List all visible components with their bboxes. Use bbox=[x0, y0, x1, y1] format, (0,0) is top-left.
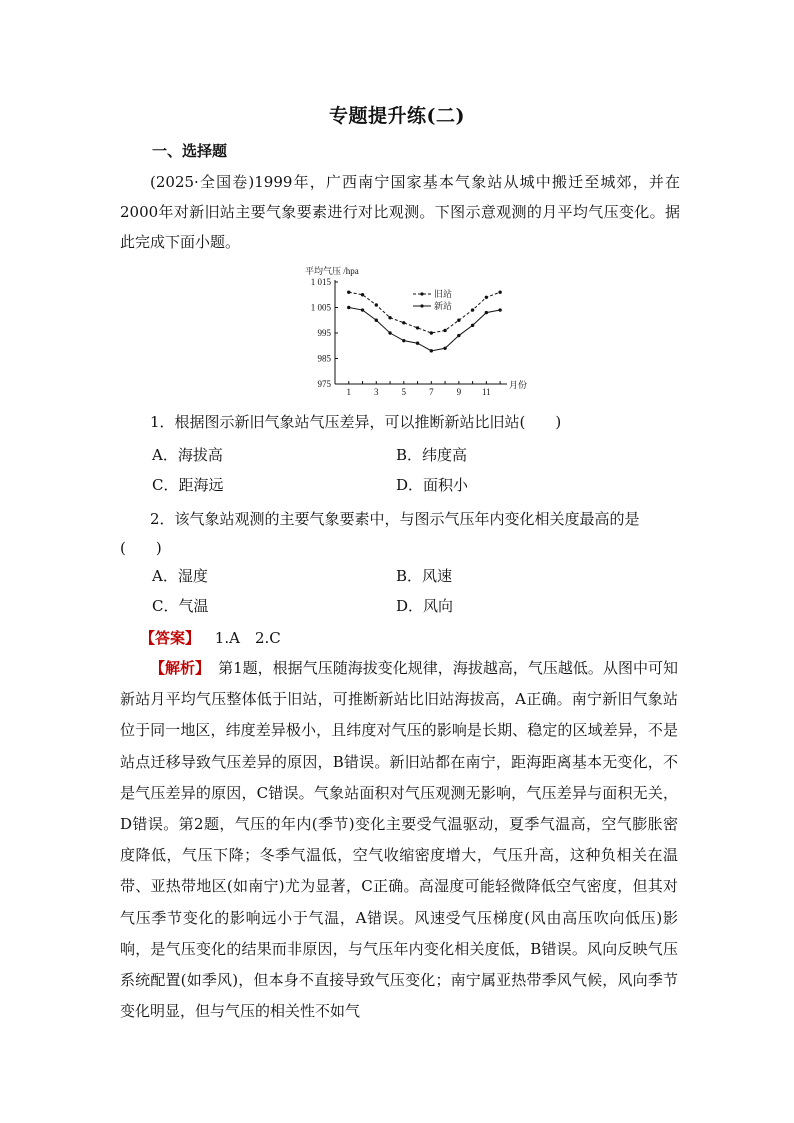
data-point-new-station bbox=[443, 347, 446, 350]
question-1-stem: 1．根据图示新旧气象站气压差异，可以推断新站比旧站( ) bbox=[150, 413, 562, 431]
y-ticks bbox=[311, 277, 338, 389]
y-tick-label: 1 015 bbox=[310, 277, 331, 287]
data-point-new-station bbox=[485, 311, 488, 314]
legend bbox=[413, 288, 452, 311]
data-point-new-station bbox=[361, 308, 364, 311]
data-point-new-station bbox=[416, 342, 419, 345]
legend-new-marker bbox=[420, 304, 423, 307]
data-point-old-station bbox=[430, 331, 433, 334]
data-point-new-station bbox=[388, 331, 391, 334]
q1-option-c: C．距海远 bbox=[152, 476, 224, 494]
data-point-old-station bbox=[347, 291, 350, 294]
data-point-new-station bbox=[471, 324, 474, 327]
chart-xlabel: 月份 bbox=[509, 380, 528, 390]
x-tick-label: 11 bbox=[482, 387, 491, 397]
y-tick-label: 985 bbox=[317, 353, 331, 364]
data-point-old-station bbox=[457, 319, 460, 322]
data-point-old-station bbox=[498, 291, 501, 294]
y-tick-label: 995 bbox=[317, 328, 331, 338]
legend-new-label: 新站 bbox=[434, 301, 453, 311]
answer-label: 【答案】 bbox=[140, 629, 201, 647]
analysis-paragraph bbox=[120, 653, 678, 1027]
data-point-new-station bbox=[457, 334, 460, 337]
data-point-old-station bbox=[443, 329, 446, 332]
data-point-new-station bbox=[430, 349, 433, 352]
page-title: 专题提升练(二) bbox=[329, 105, 465, 127]
data-point-old-station bbox=[471, 308, 474, 311]
q1-option-d: D．面积小 bbox=[396, 476, 469, 494]
question-2-stem: 2．该气象站观测的主要气象要素中，与图示气压年内变化相关度最高的是 bbox=[150, 510, 640, 528]
legend-old-label: 旧站 bbox=[434, 289, 453, 299]
answer-line bbox=[140, 627, 281, 648]
x-tick-label: 3 bbox=[374, 387, 379, 397]
q2-option-c: C．气温 bbox=[152, 597, 209, 615]
series-line-old-station bbox=[349, 292, 500, 333]
x-tick-label: 1 bbox=[346, 387, 352, 397]
answer-text: 1.A 2.C bbox=[214, 629, 281, 647]
series-group bbox=[347, 291, 502, 353]
data-point-old-station bbox=[375, 303, 378, 306]
data-point-new-station bbox=[347, 306, 350, 309]
y-tick-label: 1 005 bbox=[310, 302, 331, 313]
intro-text: 1999年，广西南宁国家基本气象站从城中搬迁至城郊，并在2000年对新旧站主要气象要素进行对比观测。下图示意观测的月平均气压变化。据此完成下面小题。 bbox=[120, 173, 680, 251]
data-point-new-station bbox=[402, 339, 405, 342]
data-point-old-station bbox=[485, 296, 488, 299]
x-tick-label: 5 bbox=[401, 387, 407, 397]
q2-option-a: A．湿度 bbox=[152, 567, 208, 585]
x-tick-label: 9 bbox=[456, 387, 462, 397]
y-tick-label: 975 bbox=[317, 379, 331, 389]
data-point-new-station bbox=[498, 308, 501, 311]
analysis-text: 第1题，根据气压随海拔变化规律，海拔越高，气压越低。从图中可知新站月平均气压整体低于旧站，可推断新站比旧站海拔高，A正确。南宁新旧气象站位于同一地区，纬度差异极小，且纬度对气压的影响是长期、稳定的区域差异，不是站点迁移导致气压差异的原因，B错误。新旧站都在南宁，距海距离基本无变化，不是气压差异的原因，C错误。气象站面积对气压观测无影响，气压差异与面积无关，D错误。第2题，气压的年内(季节)变化主要受气温驱动，夏季气温高，空气膨胀密度降低，气压下降；冬季气温低，空气收缩密度增大，气压升高，这种负相关在温带、亚热带地区(如南宁)尤为显著，C正确。高湿度可能轻微降低空气密度，但其对气压季节变化的影响远小于气温，A错误。风速受气压梯度(风由高压吹向低压)影响，是气压变化的结果而非原因，与气压年内变化相关度低，B错误。风向反映气压系统配置(如季风)，但本身不直接导致气压变化；南宁属亚热带季风气候，风向季节变化明显，但与气压的相关性不如气 bbox=[120, 659, 678, 1021]
q2-option-d: D．风向 bbox=[396, 597, 454, 615]
q1-option-a: A．海拔高 bbox=[152, 446, 223, 464]
x-tick-label: 7 bbox=[429, 387, 434, 397]
x-ticks bbox=[347, 381, 501, 397]
q1-option-b: B．纬度高 bbox=[396, 446, 468, 464]
pressure-chart bbox=[295, 262, 528, 400]
intro-source: (2025·全国卷) bbox=[150, 173, 255, 191]
data-point-old-station bbox=[402, 321, 405, 324]
data-point-new-station bbox=[375, 319, 378, 322]
q2-option-b: B．风速 bbox=[396, 567, 453, 585]
series-line-new-station bbox=[349, 308, 500, 351]
data-point-old-station bbox=[416, 326, 419, 329]
analysis-label: 【解析】 bbox=[150, 659, 211, 677]
data-point-old-station bbox=[361, 293, 364, 296]
question-2-stem-cont: ( ) bbox=[120, 539, 162, 557]
intro-paragraph bbox=[120, 167, 680, 257]
data-point-old-station bbox=[388, 316, 391, 319]
legend-old-marker bbox=[420, 292, 423, 295]
chart-ylabel: 平均气压 /hpa bbox=[305, 266, 359, 276]
section-heading: 一、选择题 bbox=[152, 142, 228, 160]
